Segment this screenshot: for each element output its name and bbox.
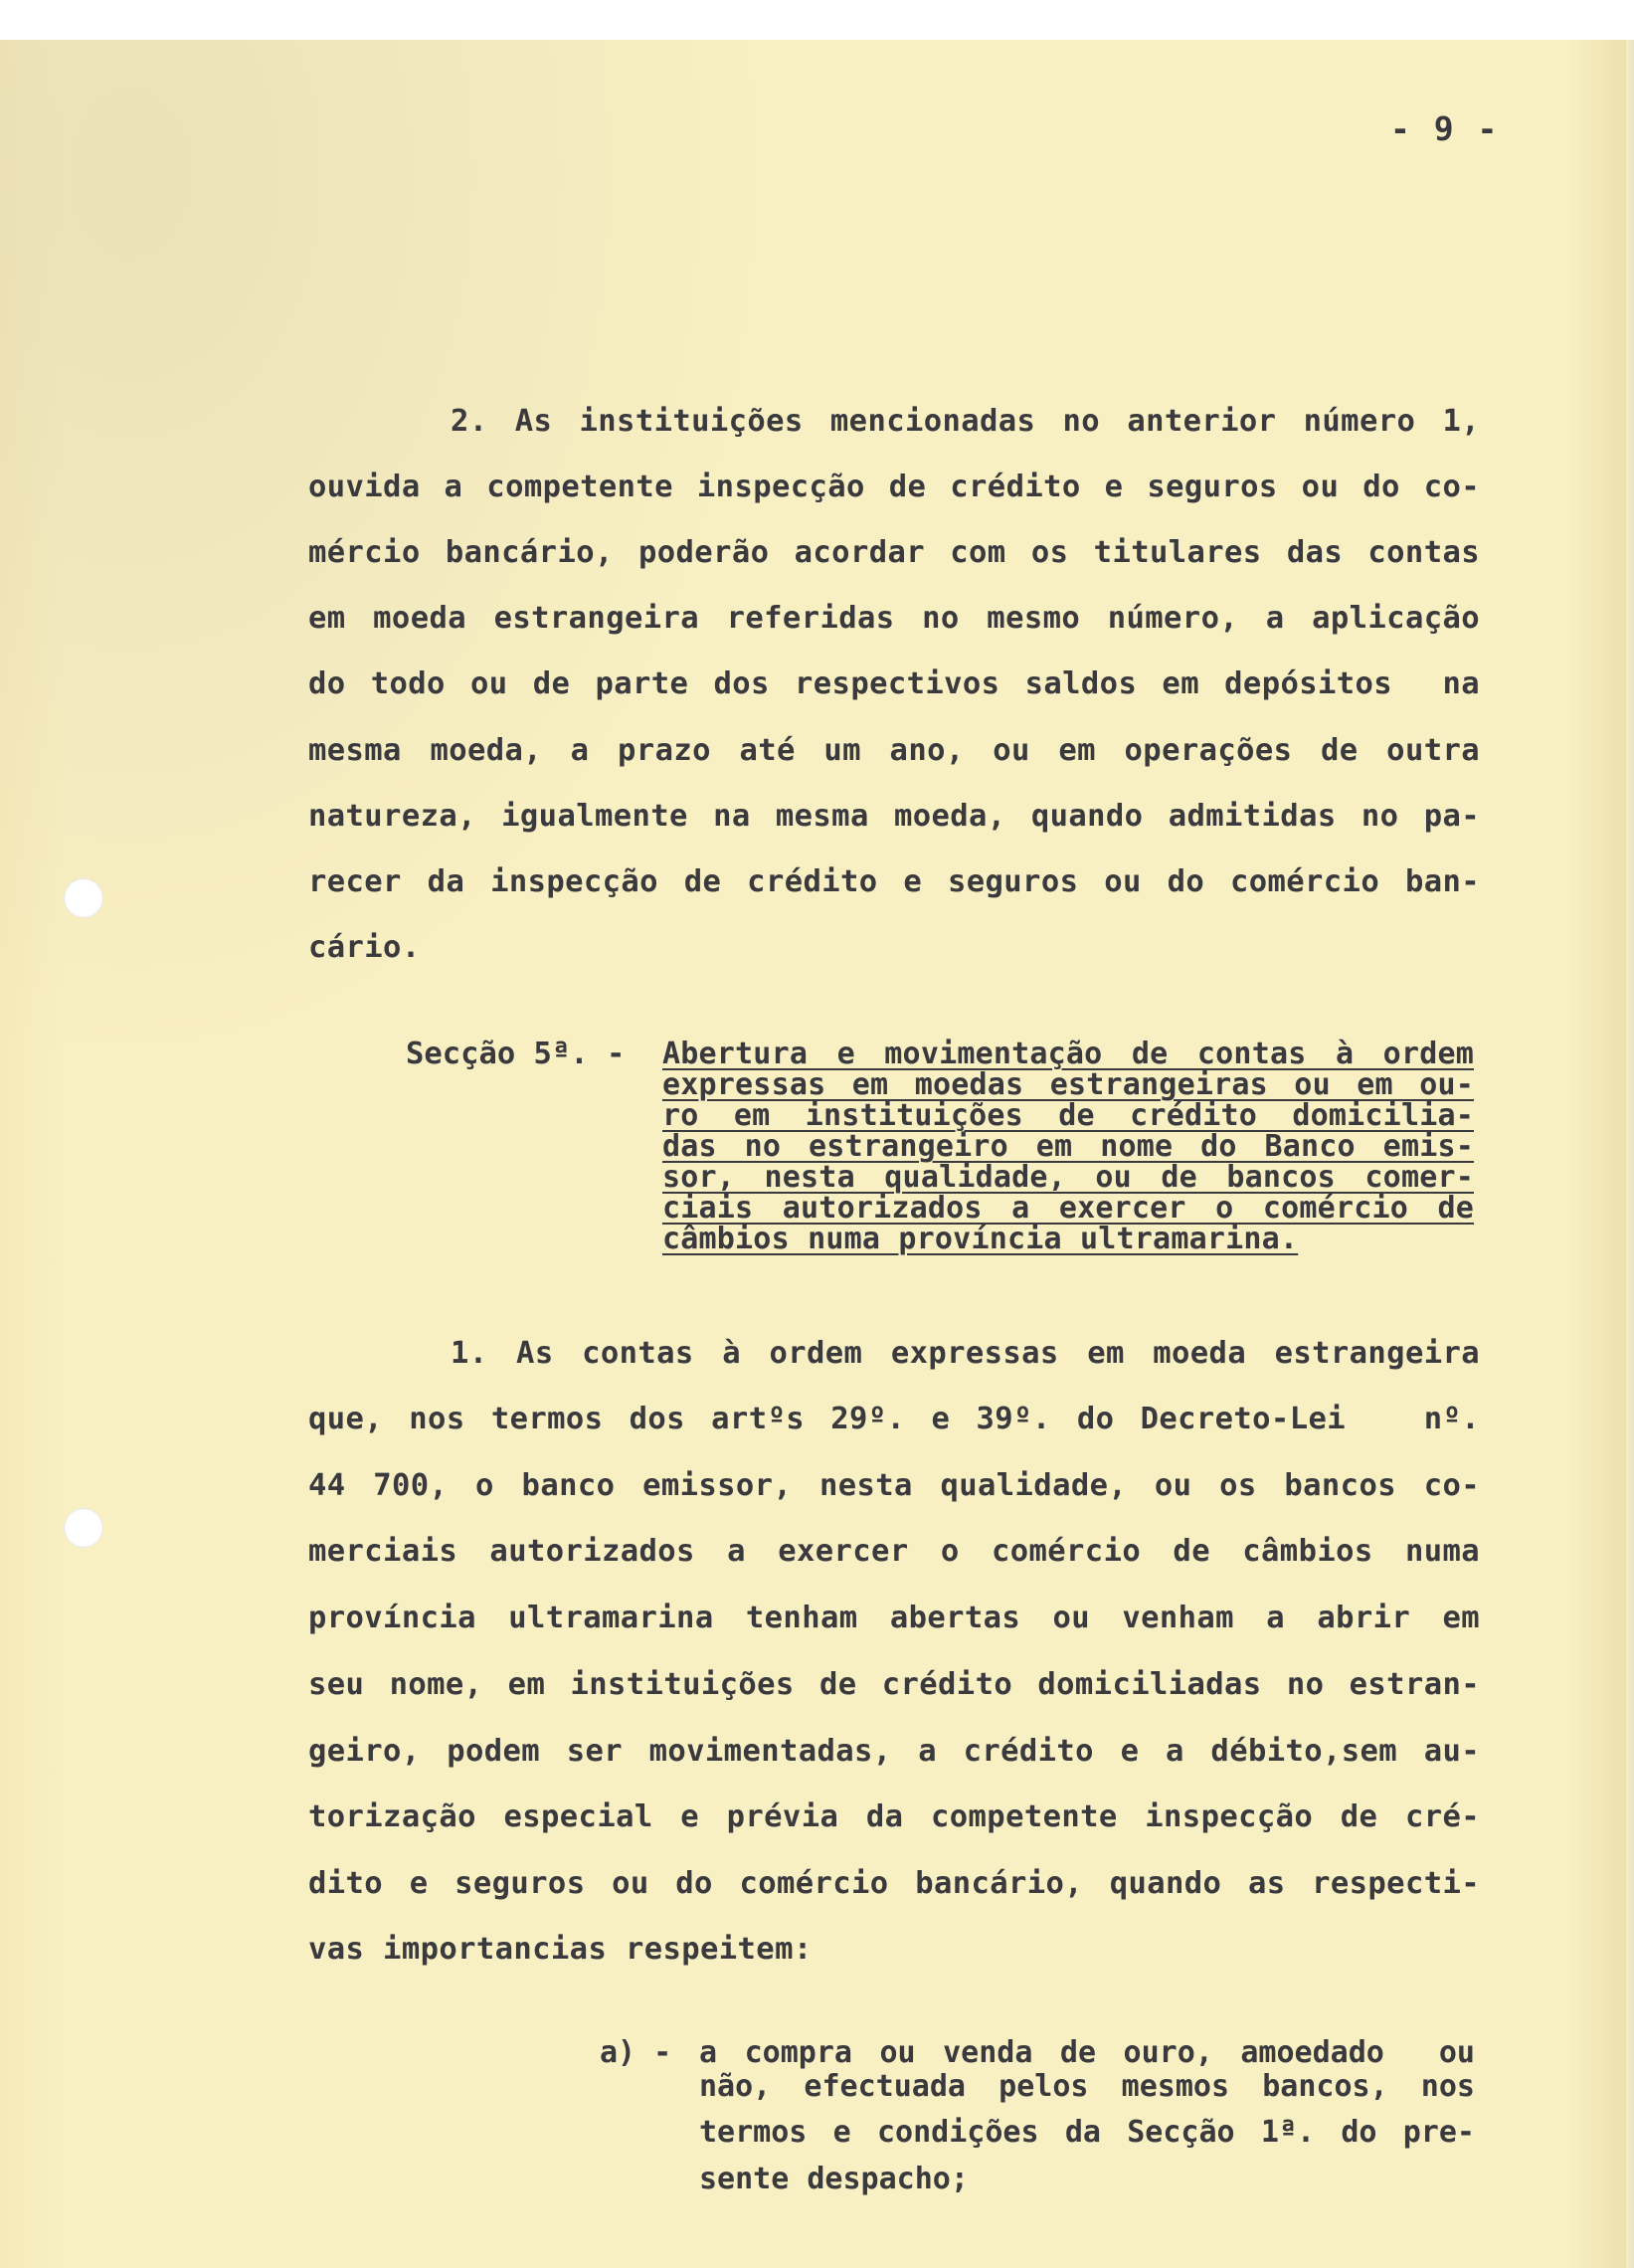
punch-hole [64, 878, 103, 918]
list-item-line: termos e condições da Secção 1ª. do pre- [699, 2115, 1475, 2150]
paragraph-line: 44 700, o banco emissor, nesta qualidade, ou os bancos co- [308, 1468, 1480, 1503]
section-label: Secção 5ª. - [406, 1037, 626, 1071]
section-title-line: ciais autorizados a exercer o comércio de [662, 1191, 1474, 1226]
page-edge [1626, 40, 1634, 2268]
paragraph-line: do todo ou de parte dos respectivos saldos em depósitos na [308, 666, 1480, 701]
list-item-line: a compra ou venda de ouro, amoedado ou [699, 2035, 1475, 2070]
paragraph-line: geiro, podem ser movimentadas, a crédito e a débito,sem au- [308, 1734, 1480, 1769]
section-title-line: expressas em moedas estrangeiras ou em ou- [662, 1067, 1474, 1102]
paragraph-line: seu nome, em instituições de crédito domiciliadas no estran- [308, 1667, 1480, 1702]
paragraph-line: província ultramarina tenham abertas ou venham a abrir em [308, 1601, 1480, 1635]
section-title-line: ro em instituições de crédito domicilia- [662, 1098, 1474, 1133]
section-title-line: das no estrangeiro em nome do Banco emis- [662, 1129, 1474, 1164]
paragraph-line: vas importancias respeitem: [308, 1932, 813, 1967]
section-title-line: câmbios numa província ultramarina. [662, 1222, 1299, 1256]
page-number: - 9 - [1390, 109, 1500, 148]
paragraph-line: que, nos termos dos artºs 29º. e 39º. do Decreto-Lei nº. [308, 1402, 1480, 1436]
paragraph-line: cário. [308, 930, 421, 965]
paragraph-line: 2. As instituições mencionadas no anterior número 1, [451, 404, 1480, 439]
paragraph-line: ouvida a competente inspecção de crédito e seguros ou do co- [308, 470, 1480, 504]
paragraph-line: em moeda estrangeira referidas no mesmo número, a aplicação [308, 601, 1480, 636]
section-title-line: Abertura e movimentação de contas à ordem [662, 1037, 1474, 1071]
paragraph-line: torização especial e prévia da competente inspecção de cré- [308, 1799, 1480, 1834]
paragraph-line: mércio bancário, poderão acordar com os titulares das contas [308, 535, 1480, 570]
list-item-marker: a) - [600, 2035, 672, 2070]
list-item-line: não, efectuada pelos mesmos bancos, nos [699, 2069, 1475, 2104]
section-title-line: sor, nesta qualidade, ou de bancos comer- [662, 1160, 1474, 1195]
list-item-line: sente despacho; [699, 2162, 969, 2196]
paragraph-line: natureza, igualmente na mesma moeda, quando admitidas no pa- [308, 799, 1480, 834]
paragraph-line: 1. As contas à ordem expressas em moeda estrangeira [451, 1336, 1480, 1371]
punch-hole [64, 1508, 103, 1548]
paragraph-line: mesma moeda, a prazo até um ano, ou em operações de outra [308, 733, 1480, 768]
paragraph-line: merciais autorizados a exercer o comércio de câmbios numa [308, 1534, 1480, 1569]
paragraph-line: dito e seguros ou do comércio bancário, quando as respecti- [308, 1866, 1480, 1901]
paragraph-line: recer da inspecção de crédito e seguros ou do comércio ban- [308, 864, 1480, 899]
